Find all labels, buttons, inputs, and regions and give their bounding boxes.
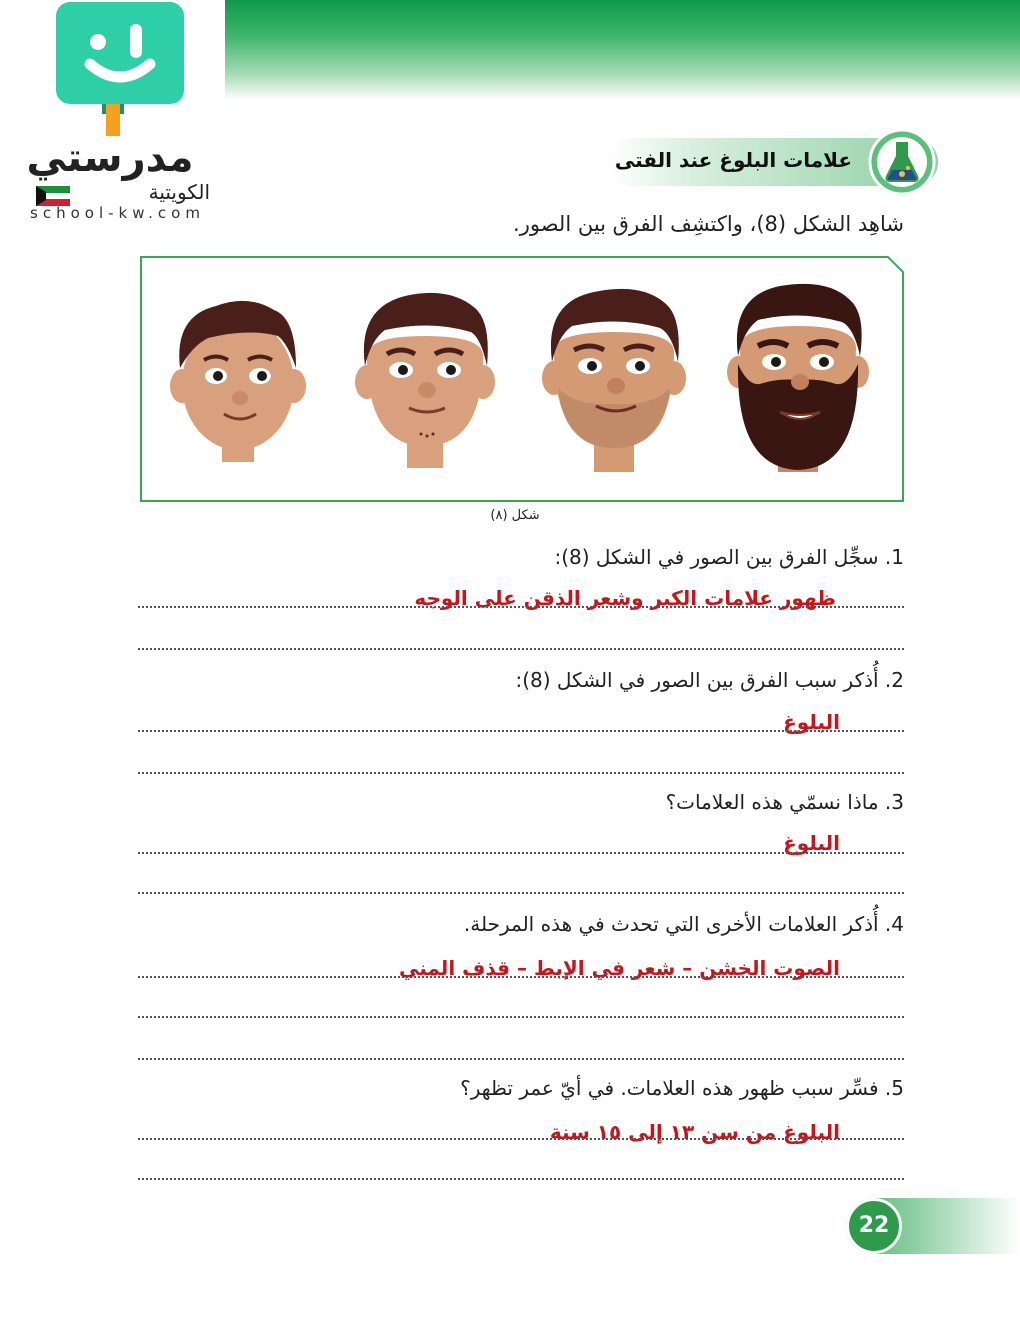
answer-line bbox=[138, 1178, 904, 1180]
answer-line bbox=[138, 606, 904, 608]
face-bearded-man bbox=[727, 284, 869, 472]
page-number: 22 bbox=[846, 1198, 902, 1254]
faces-illustration bbox=[140, 256, 904, 502]
answer-line bbox=[138, 648, 904, 650]
question-1: 1. سجِّل الفرق بين الصور في الشكل (8): bbox=[554, 545, 904, 569]
answer-line bbox=[138, 730, 904, 732]
answer-line bbox=[138, 1016, 904, 1018]
question-3: 3. ماذا نسمّي هذه العلامات؟ bbox=[665, 790, 904, 814]
answer-1[interactable]: ظهور علامات الكبر وشعر الذقن على الوجه bbox=[414, 586, 836, 610]
header-gradient-band bbox=[225, 0, 1020, 100]
answer-5[interactable]: البلوغ من سن ١٣ إلى ١٥ سنة bbox=[549, 1120, 840, 1144]
logo-book-icon bbox=[56, 2, 184, 104]
question-4: 4. أُذكر العلامات الأخرى التي تحدث في هذه المرحلة. bbox=[463, 912, 904, 936]
school-logo bbox=[10, 0, 225, 225]
face-teen bbox=[355, 293, 495, 468]
figure-caption: شكل (٨) bbox=[490, 508, 540, 523]
lab-flask-icon bbox=[862, 124, 942, 196]
face-young-man bbox=[542, 289, 686, 472]
logo-bookmark-icon bbox=[106, 104, 120, 136]
answer-line bbox=[138, 772, 904, 774]
answer-2[interactable]: البلوغ bbox=[783, 710, 840, 734]
answer-line bbox=[138, 1058, 904, 1060]
logo-name: مدرستي bbox=[26, 135, 194, 181]
face-child bbox=[170, 301, 306, 462]
answer-3[interactable]: البلوغ bbox=[783, 831, 840, 855]
answer-line bbox=[138, 892, 904, 894]
logo-url: school-kw.com bbox=[30, 204, 205, 222]
kuwait-flag-icon bbox=[36, 186, 70, 206]
answer-line bbox=[138, 852, 904, 854]
answer-4[interactable]: الصوت الخشن – شعر في الإبط – قذف المني bbox=[399, 956, 840, 980]
intro-instruction: شاهِد الشكل (8)، واكتشِف الفرق بين الصور. bbox=[513, 212, 904, 236]
logo-subtitle: الكويتية bbox=[148, 180, 210, 204]
question-5: 5. فسِّر سبب ظهور هذه العلامات. في أيّ عمر تظهر؟ bbox=[460, 1076, 904, 1100]
question-2: 2. أُذكر سبب الفرق بين الصور في الشكل (8): bbox=[515, 668, 904, 692]
lesson-title: علامات البلوغ عند الفتى bbox=[614, 148, 852, 172]
answer-line bbox=[138, 1138, 904, 1140]
answer-line bbox=[138, 976, 904, 978]
